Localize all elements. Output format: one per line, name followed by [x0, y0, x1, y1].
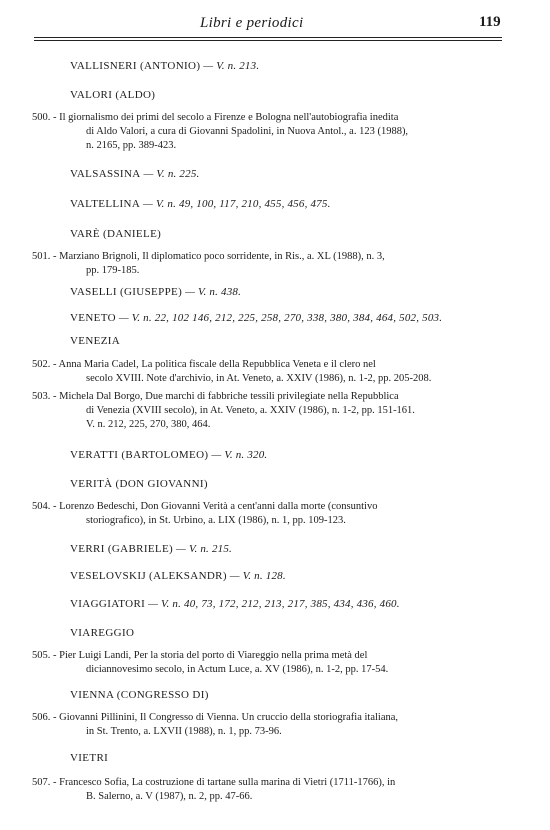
bibliography-entry — [32, 358, 504, 386]
subject-name: VALSASSINA — [70, 168, 141, 180]
entry-first-line: 505. - Pier Luigi Landi, Per la storia del porto di Viareggio nella prima metà del — [32, 650, 368, 661]
subject-name: VERITÀ (DON GIOVANNI) — [70, 478, 208, 490]
bibliography-entry — [32, 711, 504, 739]
subject-name: VALLISNERI (ANTONIO) — [70, 60, 201, 72]
entry-continuation-line: in St. Trento, a. LXVII (1988), n. 1, pp. 73-96. — [86, 726, 282, 737]
subject-heading — [70, 286, 241, 298]
subject-heading — [70, 335, 120, 347]
header-rule-thin — [34, 40, 502, 41]
subject-name: VALORI (ALDO) — [70, 89, 156, 101]
subject-heading — [70, 60, 259, 72]
subject-heading — [70, 752, 108, 764]
entry-first-line: 504. - Lorenzo Bedeschi, Don Giovanni Verità a cent'anni dalla morte (consuntivo — [32, 501, 378, 512]
subject-heading — [70, 689, 209, 701]
bibliography-entry — [32, 776, 504, 804]
subject-name: VESELOVSKIJ (ALEKSANDR) — [70, 570, 227, 582]
subject-heading — [70, 168, 199, 180]
cross-reference: — V. n. 213. — [200, 60, 260, 72]
page-number: 119 — [479, 14, 501, 30]
cross-reference: — V. n. 22, 102 146, 212, 225, 258, 270, 338, 380, 384, 464, 502, 503. — [115, 312, 443, 324]
bibliography-entry — [32, 500, 504, 528]
entry-continuation-line: di Venezia (XVIII secolo), in At. Veneto, a. XXIV (1986), n. 1-2, pp. 151-161. — [86, 405, 415, 416]
subject-name: VENETO — [70, 312, 116, 324]
cross-reference: — V. n. 128. — [226, 570, 286, 582]
subject-name: VERRI (GABRIELE) — [70, 543, 174, 555]
entry-first-line: 500. - Il giornalismo dei primi del secolo a Firenze e Bologna nell'autobiografia inedita — [32, 112, 399, 123]
entry-continuation-line: di Aldo Valori, a cura di Giovanni Spadolini, in Nuova Antol., a. 123 (1988), — [86, 126, 409, 137]
subject-name: VERATTI (BARTOLOMEO) — [70, 449, 209, 461]
subject-heading — [70, 570, 286, 582]
subject-heading — [70, 449, 267, 461]
bibliography-entry — [32, 649, 504, 677]
subject-name: VASELLI (GIUSEPPE) — [70, 286, 183, 298]
entry-first-line: 506. - Giovanni Pillinini, Il Congresso di Vienna. Un cruccio della storiografia italiana, — [32, 712, 399, 723]
entry-first-line: 503. - Michela Dal Borgo, Due marchi di fabbriche tessili privilegiate nella Repubblica — [32, 391, 399, 402]
running-head-title: Libri e periodici — [200, 15, 304, 31]
subject-heading — [70, 228, 161, 240]
entry-continuation-line: diciannovesimo secolo, in Actum Luce, a. XV (1986), n. 1-2, pp. 17-54. — [86, 664, 389, 675]
subject-name: VIENNA (CONGRESSO DI) — [70, 689, 209, 701]
cross-reference: — V. n. 215. — [173, 543, 232, 555]
subject-heading — [70, 478, 208, 490]
header-rule — [34, 37, 502, 38]
entry-continuation-line: secolo XVIII. Note d'archivio, in At. Veneto, a. XXIV (1986), n. 1-2, pp. 205-208. — [86, 373, 432, 384]
subject-heading — [70, 198, 331, 210]
entry-continuation-line: B. Salerno, a. V (1987), n. 2, pp. 47-66. — [86, 791, 253, 802]
subject-name: VARÈ (DANIELE) — [70, 228, 162, 240]
cross-reference: — V. n. 225. — [140, 168, 200, 180]
entry-continuation-line: pp. 179-185. — [86, 265, 140, 276]
subject-name: VALTELLINA — [70, 198, 141, 210]
entry-continuation-line: V. n. 212, 225, 270, 380, 464. — [86, 419, 211, 430]
cross-reference: — V. n. 40, 73, 172, 212, 213, 217, 385, 434, 436, 460. — [145, 598, 400, 610]
bibliography-entry — [32, 250, 504, 278]
entry-first-line: 501. - Marziano Brignoli, Il diplomatico poco sorridente, in Ris., a. XL (1988), n. 3, — [32, 251, 385, 262]
cross-reference: — V. n. 320. — [208, 449, 268, 461]
subject-heading — [70, 312, 442, 324]
subject-heading — [70, 89, 155, 101]
bibliography-entry — [32, 390, 504, 432]
subject-name: VIAGGIATORI — [70, 598, 146, 610]
subject-heading — [70, 598, 400, 610]
entry-continuation-line: n. 2165, pp. 389-423. — [86, 140, 177, 151]
subject-heading — [70, 627, 134, 639]
subject-name: VIAREGGIO — [70, 627, 135, 639]
subject-heading — [70, 543, 232, 555]
entry-first-line: 502. - Anna Maria Cadel, La politica fiscale della Repubblica Veneta e il clero nel — [32, 359, 376, 370]
entry-continuation-line: storiografico), in St. Urbino, a. LIX (1986), n. 1, pp. 109-123. — [86, 515, 346, 526]
entry-first-line: 507. - Francesco Sofia, La costruzione di tartane sulla marina di Vietri (1711-1766), in — [32, 777, 396, 788]
subject-name: VIETRI — [70, 752, 109, 764]
subject-name: VENEZIA — [70, 335, 121, 347]
cross-reference: — V. n. 49, 100, 117, 210, 455, 456, 475. — [140, 198, 331, 210]
bibliography-entry — [32, 111, 504, 153]
cross-reference: — V. n. 438. — [182, 286, 242, 298]
